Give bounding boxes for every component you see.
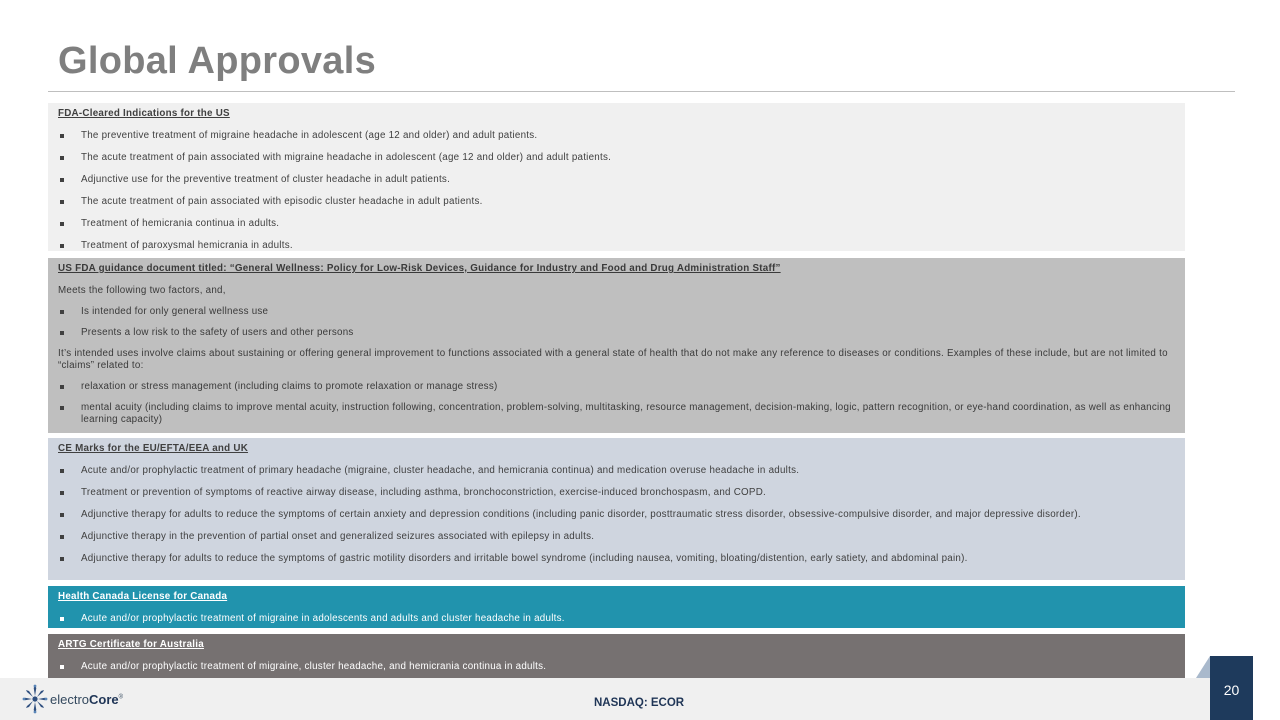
canada-heading: Health Canada License for Canada [58, 591, 228, 602]
ce-marks-section [48, 438, 1185, 580]
bullet-icon [60, 310, 64, 314]
list-item: Adjunctive therapy for adults to reduce the symptoms of gastric motility disorders and irritable bowel syndrome (including nausea, vomiting, bloating/distention, early satiety, and abdominal pain). [58, 553, 1175, 565]
list-item: The acute treatment of pain associated with migraine headache in adolescent (age 12 and older) and adult patients. [58, 152, 1175, 164]
list-item: The acute treatment of pain associated with episodic cluster headache in adult patients. [58, 196, 1175, 208]
list-item: Treatment of paroxysmal hemicrania in adults. [58, 240, 1175, 252]
wellness-claims-text: It’s intended uses involve claims about sustaining or offering general improvement to functions associated with a general state of health that do not make any reference to diseases or conditions. Examples of these include, but are not limited to “claims” related to: [58, 348, 1168, 371]
australia-heading: ARTG Certificate for Australia [58, 639, 204, 650]
ticker-label: NASDAQ: ECOR [594, 697, 685, 709]
list-item: mental acuity (including claims to improve mental acuity, instruction following, concentration, problem-solving, multitasking, resource management, decision-making, logic, pattern recognition, or eye-hand coordination, as well as enhancing learning capacity) [58, 402, 1175, 425]
bullet-icon [60, 513, 64, 517]
wellness-claims-list [58, 381, 1175, 425]
electrocore-logo [22, 684, 123, 714]
list-item: Acute and/or prophylactic treatment of primary headache (migraine, cluster headache, and hemicrania continua) and medication overuse headache in adults. [58, 465, 1175, 477]
general-wellness-section [48, 258, 1185, 433]
fda-list [58, 130, 1175, 252]
artg-australia-section [48, 634, 1185, 678]
bullet-icon [60, 665, 64, 669]
bullet-icon [60, 535, 64, 539]
list-item: Adjunctive use for the preventive treatment of cluster headache in adult patients. [58, 174, 1175, 186]
bullet-icon [60, 557, 64, 561]
bullet-icon [60, 406, 64, 410]
page-title: Global Approvals [58, 40, 377, 82]
starburst-logo-icon [22, 684, 48, 714]
list-item: Acute and/or prophylactic treatment of migraine in adolescents and adults and cluster headache in adults. [58, 613, 1175, 625]
wellness-factors-list [58, 306, 1175, 339]
page-badge-accent [1196, 656, 1210, 678]
wellness-intro: Meets the following two factors, and, [58, 285, 226, 296]
bullet-icon [60, 156, 64, 160]
page-number: 20 [1210, 656, 1253, 720]
bullet-icon [60, 134, 64, 138]
bullet-icon [60, 178, 64, 182]
bullet-icon [60, 222, 64, 226]
logo-wordmark: electroCore® [50, 691, 124, 707]
fda-heading: FDA-Cleared Indications for the US [58, 108, 230, 119]
ce-heading: CE Marks for the EU/EFTA/EEA and UK [58, 443, 249, 454]
list-item: Is intended for only general wellness use [58, 306, 1175, 318]
bullet-icon [60, 331, 64, 335]
bullet-icon [60, 244, 64, 248]
title-divider [48, 91, 1235, 92]
bullet-icon [60, 617, 64, 621]
list-item: Adjunctive therapy for adults to reduce the symptoms of certain anxiety and depression conditions (including panic disorder, posttraumatic stress disorder, obsessive-compulsive disorder, and major depressive disorder). [58, 509, 1175, 521]
list-item: Presents a low risk to the safety of users and other persons [58, 327, 1175, 339]
bullet-icon [60, 469, 64, 473]
list-item: The preventive treatment of migraine headache in adolescent (age 12 and older) and adult patients. [58, 130, 1175, 142]
bullet-icon [60, 491, 64, 495]
canada-list [58, 613, 1175, 625]
list-item: Adjunctive therapy in the prevention of partial onset and generalized seizures associated with epilepsy in adults. [58, 531, 1175, 543]
wellness-heading: US FDA guidance document titled: “General Wellness: Policy for Low-Risk Devices, Guidance for Industry and Food and Drug Administration Staff” [58, 263, 781, 274]
list-item: Acute and/or prophylactic treatment of migraine, cluster headache, and hemicrania continua in adults. [58, 661, 1175, 673]
australia-list [58, 661, 1175, 673]
ce-list [58, 465, 1175, 565]
bullet-icon [60, 385, 64, 389]
list-item: Treatment or prevention of symptoms of reactive airway disease, including asthma, bronchoconstriction, exercise-induced bronchospasm, and COPD. [58, 487, 1175, 499]
list-item: relaxation or stress management (including claims to promote relaxation or manage stress) [58, 381, 1175, 393]
list-item: Treatment of hemicrania continua in adults. [58, 218, 1175, 230]
health-canada-section [48, 586, 1185, 628]
bullet-icon [60, 200, 64, 204]
fda-indications-section [48, 103, 1185, 251]
